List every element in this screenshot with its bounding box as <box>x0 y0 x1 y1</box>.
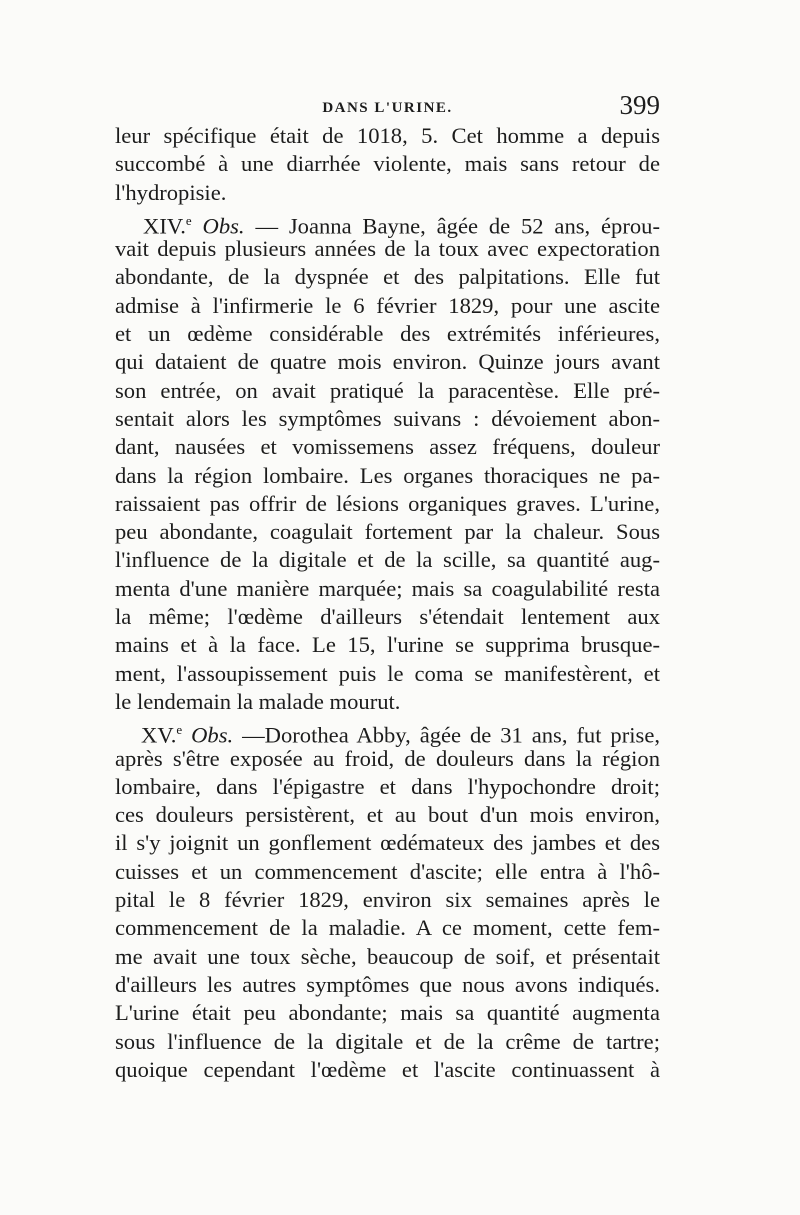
text-line: peu abondante, coagulait fortement par la chaleur. Sous <box>115 519 660 545</box>
running-title: DANS L'URINE. <box>322 100 453 116</box>
ordinal-suffix: e <box>176 722 183 738</box>
observation-label: Obs. <box>202 213 245 239</box>
text-line: admise à l'infirmerie le 6 février 1829, pour une ascite <box>115 292 660 318</box>
text-line: dant, nausées et vomissemens assez fréquens, douleur <box>115 434 660 460</box>
text-line: la même; l'œdème d'ailleurs s'étendait lentement aux <box>115 604 660 630</box>
text-line: qui dataient de quatre mois environ. Quinze jours avant <box>115 349 660 375</box>
text-line: l'influence de la digitale et de la scille, sa quantité aug- <box>115 547 660 573</box>
text-line: son entrée, on avait pratiqué la paracentèse. Elle pré- <box>115 377 660 403</box>
paragraph-continuation <box>115 122 660 207</box>
text-line: l'hydropisie. <box>115 179 227 205</box>
observation-number: XIV. <box>143 213 186 239</box>
text-line: leur spécifique était de 1018, 5. Cet homme a depuis <box>115 123 660 148</box>
text-line: quoique cependant l'œdème et l'ascite continuassent à <box>115 1056 660 1082</box>
ordinal-suffix: e <box>185 212 192 228</box>
text-line: commencement de la maladie. A ce moment, cette fem- <box>115 915 660 941</box>
text-line: raissaient pas offrir de lésions organiques graves. L'urine, <box>115 490 660 516</box>
text-line: me avait une toux sèche, beaucoup de soif, et présentait <box>115 943 660 969</box>
text-line: ment, l'assoupissement puis le coma se manifestèrent, et <box>115 660 660 686</box>
observation-number: XV. <box>141 722 177 748</box>
page-header <box>115 70 660 120</box>
text-line: il s'y joignit un gonflement œdémateux des jambes et des <box>115 830 660 856</box>
text-line: abondante, de la dyspnée et des palpitations. Elle fut <box>115 264 660 290</box>
text-line: lombaire, dans l'épigastre et dans l'hypochondre droit; <box>115 773 660 799</box>
text-line: pital le 8 février 1829, environ six semaines après le <box>115 887 660 913</box>
observation-14 <box>115 207 660 716</box>
text-line: après s'être exposée au froid, de douleurs dans la région <box>115 745 660 771</box>
text-line: succombé à une diarrhée violente, mais sans retour de <box>115 151 660 177</box>
page-number: 399 <box>619 90 660 120</box>
observation-label: Obs. <box>191 722 234 748</box>
text-line: mains et à la face. Le 15, l'urine se supprima brusque- <box>115 632 660 658</box>
text-line: le lendemain la malade mourut. <box>115 688 401 714</box>
text-line: ces douleurs persistèrent, et au bout d'un mois environ, <box>115 802 660 828</box>
observation-heading-line <box>115 207 660 239</box>
text-line: cuisses et un commencement d'ascite; elle entra à l'hô- <box>115 858 660 884</box>
observation-heading-line <box>115 716 660 748</box>
text-line: dans la région lombaire. Les organes thoraciques ne pa- <box>115 462 660 488</box>
observation-opening: — Joanna Bayne, âgée de 52 ans, éprou- <box>255 213 660 239</box>
text-line: sentait alors les symptômes suivans : dévoiement abon- <box>115 405 660 431</box>
observation-opening: —Dorothea Abby, âgée de 31 ans, fut prise, <box>242 722 660 748</box>
text-line: L'urine était peu abondante; mais sa quantité augmenta <box>115 1000 660 1026</box>
text-line: sous l'influence de la digitale et de la crême de tartre; <box>115 1028 660 1054</box>
text-line: d'ailleurs les autres symptômes que nous avons indiqués. <box>115 971 660 997</box>
text-line: vait depuis plusieurs années de la toux avec expectoration <box>115 236 660 262</box>
text-line: menta d'une manière marquée; mais sa coagulabilité resta <box>115 575 660 601</box>
text-line: et un œdème considérable des extrémités inférieures, <box>115 321 660 347</box>
observation-15 <box>115 716 660 1084</box>
body-text <box>115 122 660 1084</box>
